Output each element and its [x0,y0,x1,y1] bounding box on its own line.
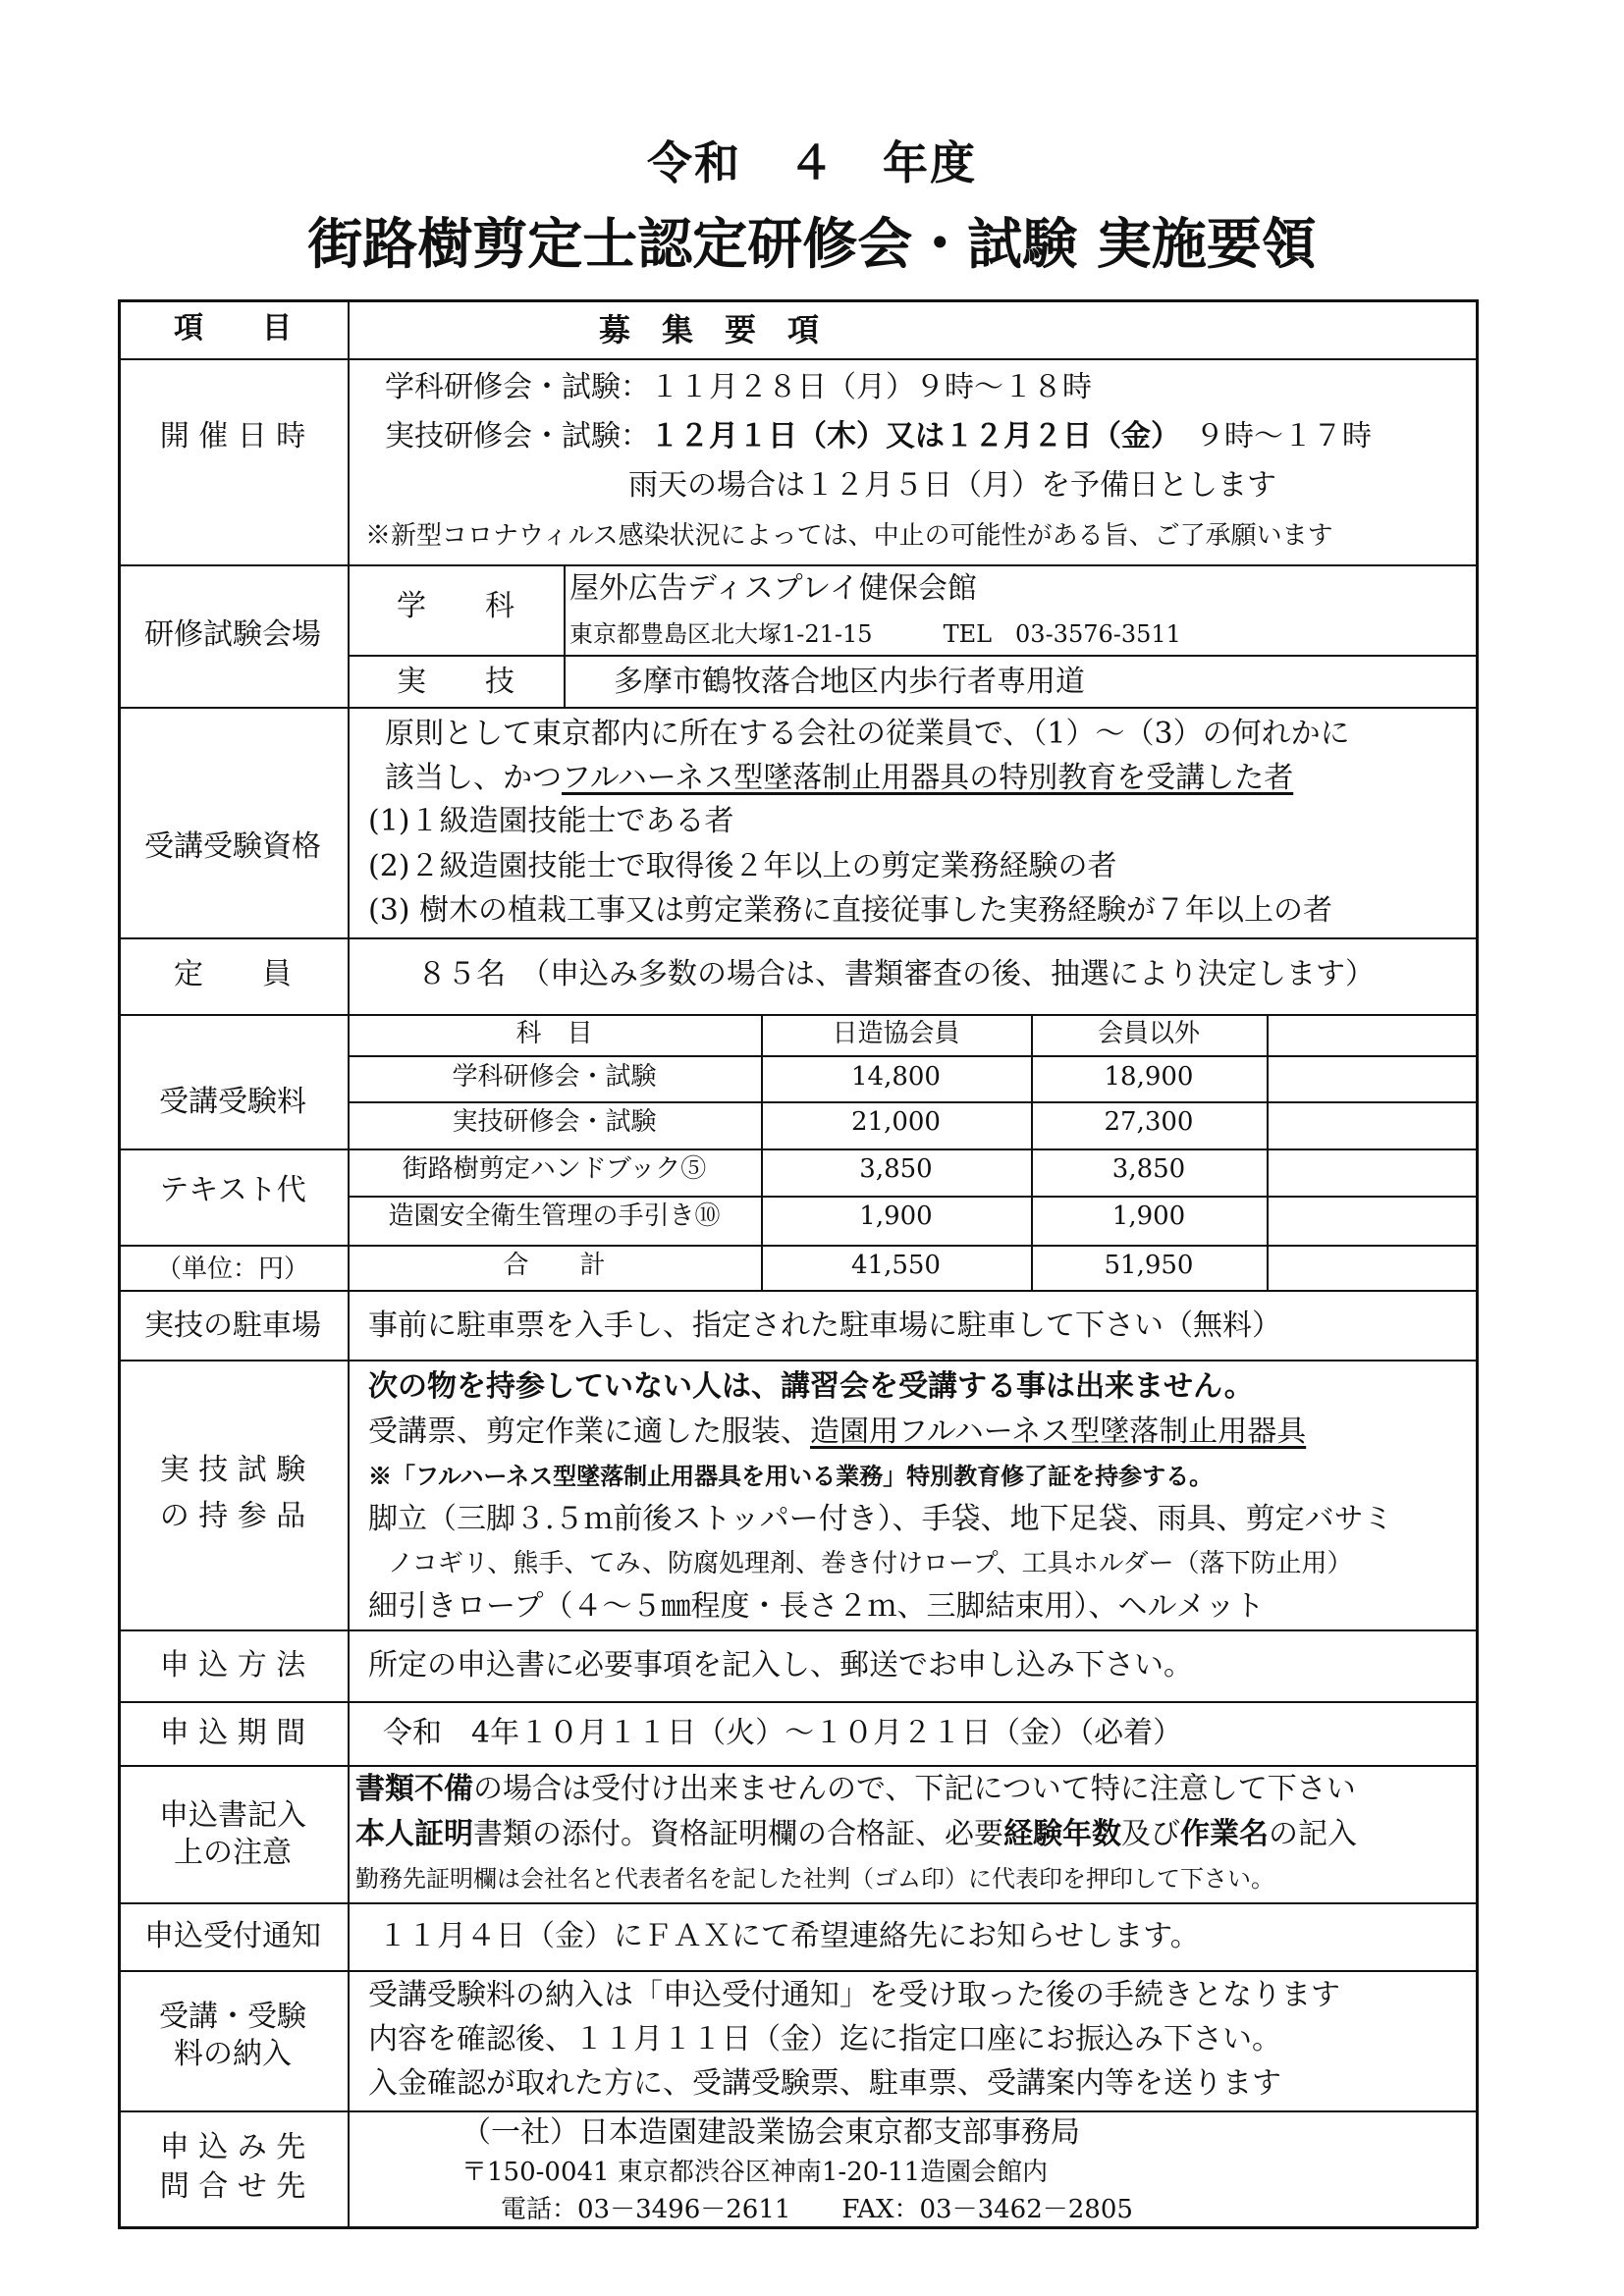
schedule-covid-note: ※新型コロナウィルス感染状況によっては、中止の可能性がある旨、ご了承願います [365,521,1333,551]
contact-phone-fax: 電話：03－3496－2611 FAX：03－3462－2805 [501,2195,1133,2224]
eligibility-condition-3: (3) 樹木の植栽工事又は剪定業務に直接従事した実務経験が７年以上の者 [368,893,1333,928]
fee-row-nonmember: 18,900 [1104,1062,1194,1092]
parking-value: 事前に駐車票を入手し、指定された駐車場に駐車して下さい（無料） [368,1308,1281,1343]
eligibility-line1: 原則として東京都内に所在する会社の従業員で、（1）～（3）の何れかに [385,717,1350,751]
fee-col-nonmember: 会員以外 [1097,1019,1200,1048]
fee-total-nonmember: 51,950 [1104,1251,1194,1280]
header-item-col: 項 目 [174,311,292,346]
eligibility-condition-2: (2)２級造園技能士で取得後２年以上の剪定業務経験の者 [368,849,1117,883]
venue-practical-place: 多摩市鶴牧落合地区内歩行者専用道 [614,665,1085,699]
items-line6: 細引きロープ（４～５㎜程度・長さ２ｍ、三脚結束用）、ヘルメット [368,1589,1265,1624]
row-label-eligibility: 受講受験資格 [144,829,321,864]
row-label-period: 申 込 期 間 [159,1716,306,1750]
venue-lecture-address: 東京都豊島区北大塚1-21-15 TEL 03-3576-3511 [569,620,1181,648]
period-value: 令和 4年１０月１１日（火）～１０月２１日（金）（必着） [383,1716,1183,1750]
row-label-notice: 申込受付通知 [144,1919,321,1953]
fee-row-member: 14,800 [851,1062,941,1092]
schedule-practical: 実技研修会・試験：１２月１日（木）又は１２月２日（金） ９時～１７時 [385,419,1372,454]
row-label-payment-2: 料の納入 [174,2037,292,2071]
caution-line1: 書類不備の場合は受付け出来ませんので、下記について特に注意して下さい [355,1772,1356,1806]
eligibility-condition-1: (1)１級造園技能士である者 [368,804,734,838]
row-label-contact-1: 申 込 み 先 [159,2130,306,2164]
row-label-method: 申 込 方 法 [159,1648,306,1682]
caution-line3: 勤務先証明欄は会社名と代表者名を記した社判（ゴム印）に代表印を押印して下さい。 [355,1865,1274,1893]
row-label-caution-1: 申込書記入 [159,1798,306,1833]
row-label-caution-2: 上の注意 [174,1836,292,1870]
row-label-items-1: 実 技 試 験 [159,1453,306,1487]
row-label-textbook: テキスト代 [159,1173,306,1207]
row-label-parking: 実技の駐車場 [144,1308,321,1343]
fee-row-member: 3,850 [859,1154,933,1184]
fee-row-nonmember: 3,850 [1111,1154,1186,1184]
schedule-rain-date: 雨天の場合は１２月５日（月）を予備日とします [628,468,1276,503]
fee-row-nonmember: 27,300 [1104,1107,1194,1137]
fee-total-label: 合 計 [503,1251,606,1280]
items-line2: 受講票、剪定作業に適した服装、造園用フルハーネス型墜落制止用器具 [368,1415,1307,1449]
items-line5: ノコギリ、熊手、てみ、防腐処理剤、巻き付けロープ、工具ホルダー（落下防止用） [388,1549,1353,1578]
items-warning: 次の物を持参していない人は、講習会を受講する事は出来ません。 [368,1369,1254,1404]
page-title-year: 令和 ４ 年度 [647,136,977,189]
eligibility-line2: 該当し、かつフルハーネス型墜落制止用器具の特別教育を受講した者 [385,761,1294,795]
caution-line2: 本人証明書類の添付。資格証明欄の合格証、必要経験年数及び作業名の記入 [355,1817,1357,1851]
venue-lecture-label: 学 科 [397,589,514,623]
venue-lecture-name: 屋外広告ディスプレイ健保会館 [569,571,977,606]
payment-line2: 内容を確認後、１１月１１日（金）迄に指定口座にお振込み下さい。 [368,2022,1281,2056]
fee-row-subject: 街路樹剪定ハンドブック⑤ [402,1154,707,1184]
row-label-venue: 研修試験会場 [144,617,321,652]
items-certificate-note: ※「フルハーネス型墜落制止用器具を用いる業務」特別教育修了証を持参する。 [368,1462,1214,1490]
page-title: 街路樹剪定士認定研修会・試験 実施要領 [307,213,1317,277]
row-label-items-2: の 持 参 品 [159,1499,306,1533]
header-requirement-col: 募 集 要 項 [599,311,820,348]
row-label-contact-2: 問 合 せ 先 [159,2169,306,2204]
capacity-value: ８５名 （申込み多数の場合は、書類審査の後、抽選により決定します） [417,957,1375,991]
payment-line1: 受講受験料の納入は「申込受付通知」を受け取った後の手続きとなります [368,1978,1340,2012]
row-label-schedule: 開 催 日 時 [159,419,306,454]
row-label-capacity: 定 員 [174,957,292,991]
venue-practical-label: 実 技 [397,665,514,699]
fee-row-member: 1,900 [859,1201,933,1231]
fee-total-member: 41,550 [851,1251,941,1280]
fee-row-subject: 造園安全衛生管理の手引き⑩ [388,1201,721,1231]
fee-row-nonmember: 1,900 [1111,1201,1186,1231]
fee-row-member: 21,000 [851,1107,941,1137]
fee-unit-label: （単位：円） [155,1255,309,1284]
row-label-payment-1: 受講・受験 [159,2000,306,2034]
method-value: 所定の申込書に必要事項を記入し、郵送でお申し込み下さい。 [368,1648,1193,1682]
fee-col-subject: 科 目 [515,1019,593,1048]
row-label-fee: 受講受験料 [159,1085,306,1119]
items-line4: 脚立（三脚３.５ｍ前後ストッパー付き）、手袋、地下足袋、雨具、剪定バサミ [368,1502,1393,1536]
contact-office: （一社）日本造園建設業協会東京都支部事務局 [461,2115,1080,2150]
fee-row-subject: 実技研修会・試験 [452,1107,657,1137]
schedule-lecture: 学科研修会・試験：１１月２８日（月）９時～１８時 [385,370,1092,404]
fee-col-member: 日造協会員 [832,1019,960,1048]
payment-line3: 入金確認が取れた方に、受講受験票、駐車票、受講案内等を送ります [368,2066,1281,2101]
contact-address: 〒150-0041 東京都渋谷区神南1-20-11造園会館内 [461,2158,1049,2187]
notice-value: １１月４日（金）にＦＡＸにて希望連絡先にお知らせします。 [378,1919,1200,1953]
fee-row-subject: 学科研修会・試験 [452,1062,657,1092]
